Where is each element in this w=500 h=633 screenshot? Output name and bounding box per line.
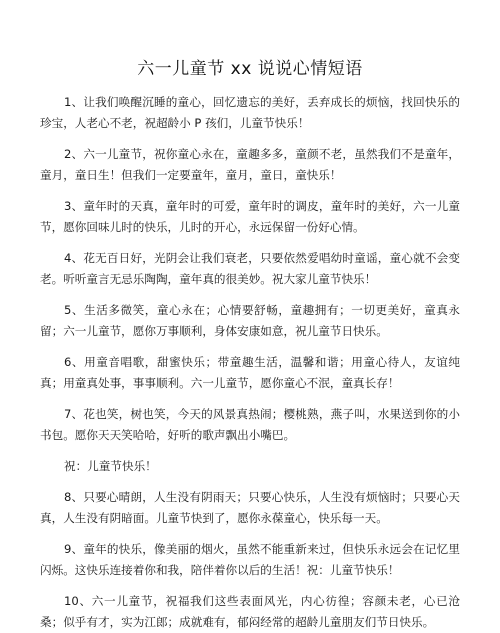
paragraph: 2、六一儿童节，祝你童心永在，童趣多多，童颜不老，虽然我们不是童年，童月，童日生！但我们一定要童年，童月，童日，童快乐！ [40, 147, 460, 182]
paragraph: 5、生活多微笑，童心永在；心情要舒畅，童趣拥有；一切更美好，童真永留；六一儿童节，愿你万事顺利，身体安康如意，祝儿童节日快乐。 [40, 303, 460, 338]
paragraph: 祝：儿童节快乐！ [64, 459, 157, 473]
paragraph: 10、六一儿童节，祝福我们这些表面风光，内心彷徨；容颜未老，心已沧桑；似乎有才，实为江郎；成就难有，郁闷经常的超龄儿童朋友们节日快乐。 [40, 594, 460, 629]
document-title: 六一儿童节 xx 说说心情短语 [137, 59, 363, 79]
paragraph: 6、用童音唱歌，甜蜜快乐；带童趣生活，温馨和谐；用童心待人，友谊纯真；用童真处事，事事顺利。六一儿童节，愿你童心不泯，童真长存！ [40, 355, 460, 390]
paragraph: 4、花无百日好，光阴会让我们衰老，只要依然爱唱幼时童谣，童心就不会变老。听听童言无忌乐陶陶，童年真的很美妙。祝大家儿童节快乐！ [40, 251, 460, 286]
paragraph: 1、让我们唤醒沉睡的童心，回忆遗忘的美好，丢弃成长的烦恼，找回快乐的珍宝，人老心不老，祝超龄小 P 孩们，儿童节快乐！ [40, 95, 460, 130]
paragraph: 9、童年的快乐，像美丽的烟火，虽然不能重新来过，但快乐永远会在记忆里闪烁。这快乐连接着你和我，陪伴着你以后的生活！祝：儿童节快乐！ [40, 542, 460, 577]
paragraph: 7、花也笑，树也笑，今天的风景真热闹；樱桃熟，燕子叫，水果送到你的小书包。愿你天天笑哈哈，好听的歌声飘出小嘴巴。 [40, 407, 460, 442]
paragraph: 3、童年时的天真，童年时的可爱，童年时的调皮，童年时的美好，六一儿童节，愿你回味儿时的快乐，儿时的开心，永远保留一份好心情。 [40, 199, 460, 234]
paragraph: 8、只要心晴朗，人生没有阴雨天；只要心快乐，人生没有烦恼时；只要心天真，人生没有阴暗面。儿童节快到了，愿你永葆童心，快乐每一天。 [40, 490, 460, 525]
